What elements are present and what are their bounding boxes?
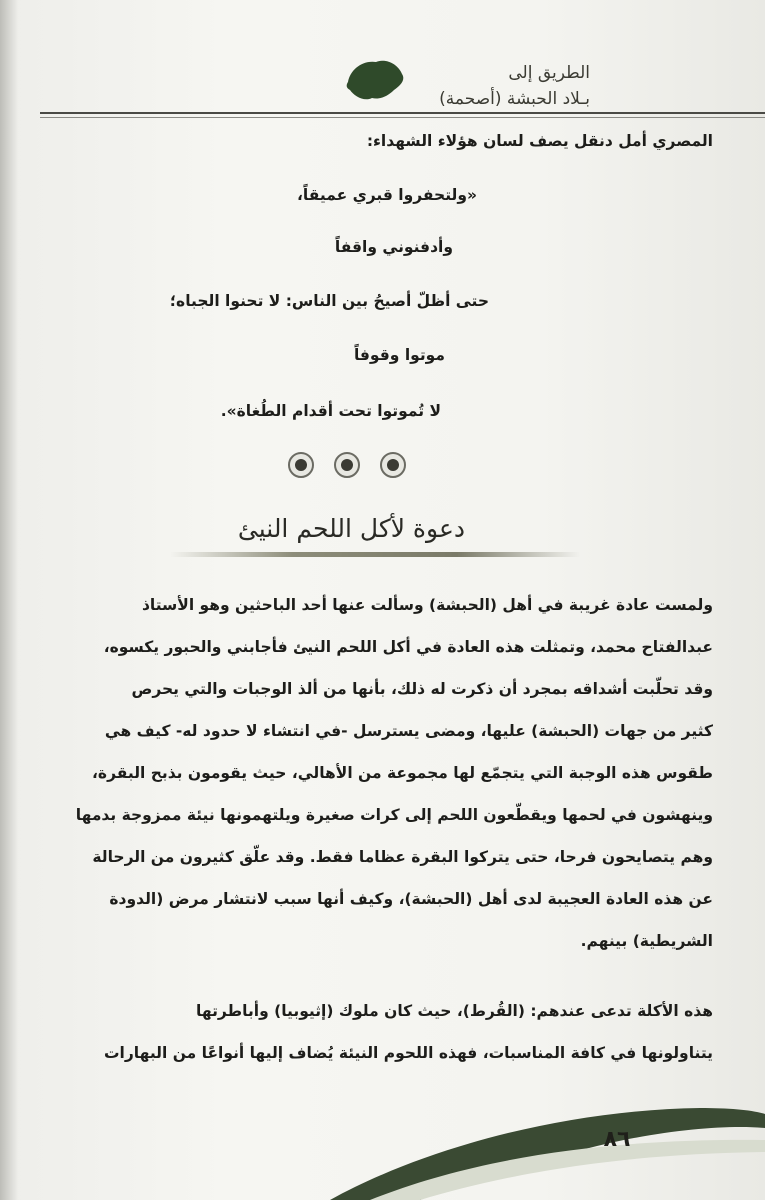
running-header	[290, 60, 590, 112]
book-title-line2: بـلاد الحبشة (أصحمة)	[439, 89, 590, 109]
paragraph-line: الشريطية) بينهم.	[580, 932, 713, 950]
paragraph-line: وهم يتصايحون فرحا، حتى يتركوا البقرة عظاما فقط. وقد علّق كثيرون من الرحالة	[92, 848, 713, 866]
intro-line: المصري أمل دنقل يصف لسان هؤلاء الشهداء:	[366, 132, 713, 150]
paragraph-line: كثير من جهات (الحبشة) عليها، ومضى يسترسل -في انتشاء لا حدود له- كيف هي	[104, 722, 713, 740]
page-number: ٨٦	[603, 1127, 631, 1152]
paragraph-line: ولمست عادة غريبة في أهل (الحبشة) وسألت عنها أحد الباحثين وهو الأستاذ	[141, 596, 713, 614]
poem-line: لا تُموتوا تحت أقدام الطُغاة».	[220, 402, 441, 420]
paragraph-line: هذه الأكلة تدعى عندهم: (القُرط)، حيث كان ملوك (إثيوبيا) وأباطرتها	[196, 1002, 713, 1020]
section-divider-dots	[288, 452, 408, 480]
divider-dot	[288, 452, 314, 478]
book-title-line1: الطريق إلى	[508, 63, 590, 83]
section-title-underline	[170, 552, 580, 557]
paragraph-line: وقد تحلّبت أشداقه بمجرد أن ذكرت له ذلك، بأنها من ألذ الوجبات والتي يحرص	[131, 680, 713, 698]
poem-line: وأدفنوني واقفاً	[334, 238, 453, 256]
ethiopia-map-icon	[340, 52, 410, 107]
divider-dot	[334, 452, 360, 478]
page-binding-shadow	[0, 0, 18, 1200]
paragraph-line: وينهشون في لحمها ويقطّعون اللحم إلى كرات صغيرة ويلتهمونها نيئة ممزوجة بدمها	[75, 806, 713, 824]
paragraph-line: عبدالفتاح محمد، وتمثلت هذه العادة في أكل اللحم النيئ فأجابني والحبور يكسوه،	[103, 638, 713, 656]
section-title: دعوة لأكل اللحم النيئ	[237, 514, 465, 543]
paragraph-line: يتناولونها في كافة المناسبات، فهذه اللحوم النيئة يُضاف إليها أنواعًا من البهارات	[103, 1044, 713, 1062]
header-rule	[40, 112, 765, 114]
paragraph-line: عن هذه العادة العجيبة لدى أهل (الحبشة)، وكيف أنها سبب لانتشار مرض (الدودة	[109, 890, 713, 908]
poem-line: حتى أظلّ أصيحُ بين الناس: لا تحنوا الجباه؛	[169, 292, 489, 310]
footer-swoosh-decoration	[0, 1060, 765, 1200]
paragraph-line: طقوس هذه الوجبة التي يتجمّع لها مجموعة من الأهالي، حيث يقومون بذبح البقرة،	[92, 764, 713, 782]
poem-line: موتوا وقوفاً	[353, 346, 445, 364]
header-rule-thin	[40, 117, 765, 118]
divider-dot	[380, 452, 406, 478]
poem-line: «ولتحفروا قبري عميقاً،	[297, 186, 477, 204]
paragraph-1	[33, 584, 713, 962]
